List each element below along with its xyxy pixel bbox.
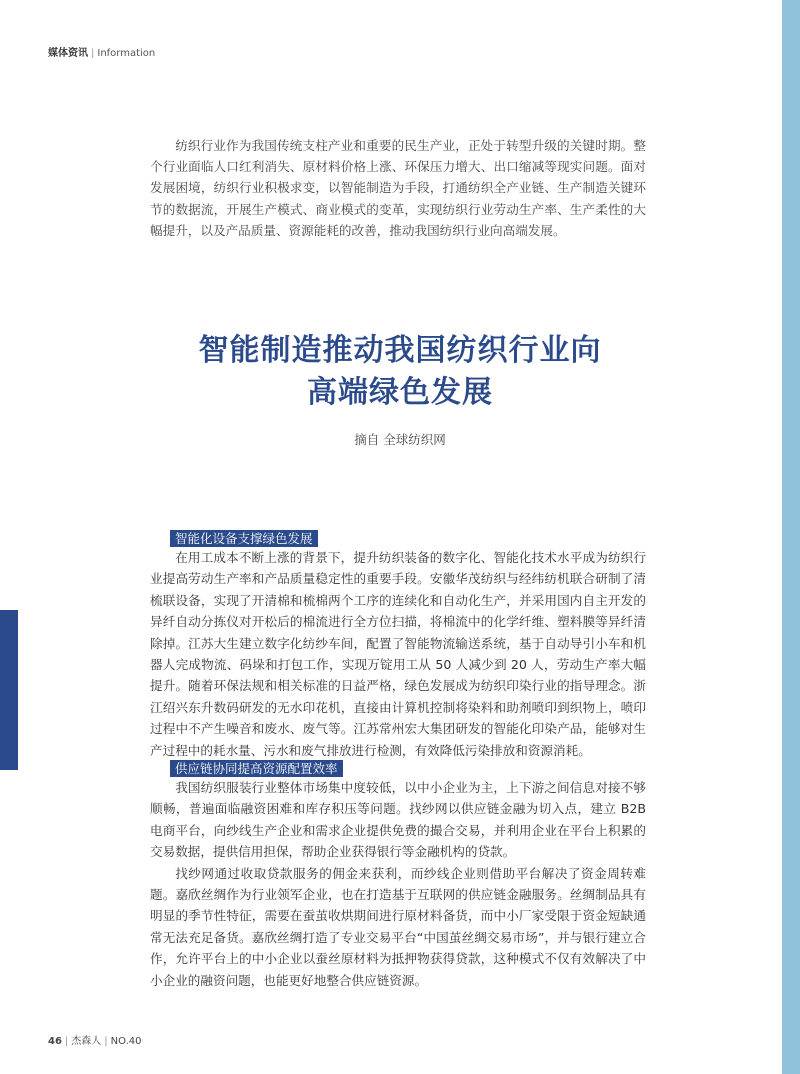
section-1-paragraph-1: 在用工成本不断上涨的背景下，提升纺织装备的数字化、智能化技术水平成为纺织行业提高劳动生产率和产品质量稳定性的重要手段。安徽华茂纺织与经纬纺机联合研制了清梳联设备，实现了开清棉和梳棉两个工序的连续化和自动化生产，并采用国内自主开发的异纤自动分拣仪对开松后的棉流进行全方位扫描，将棉流中的化学纤维、塑料膜等异纤清除掉。江苏大生建立数字化纺纱车间，配置了智能物流输送系统，基于自动导引小车和机器人完成物流、码垛和打包工作，实现万锭用工从 50 人减少到 20 人，劳动生产率大幅提升。随着环保法规和相关标准的日益严格，绿色发展成为纺织印染行业的指导理念。浙江绍兴东升数码研发的无水印花机，直接由计算机控制将染料和助剂喷印到织物上，喷印过程中不产生噪音和废水、废气等。江苏常州宏大集团研发的智能化印染产品，能够对生产过程中的耗水量、污水和废气排放进行检测，有效降低污染排放和资源消耗。: [150, 550, 646, 758]
article-title: [100, 330, 700, 414]
right-edge-bar: [782, 0, 800, 1074]
header-english: Information: [97, 48, 156, 59]
section-1-heading: 智能化设备支撑绿色发展: [170, 530, 318, 547]
title-line-1: 智能制造推动我国纺织行业向: [198, 333, 602, 368]
page-header: [48, 44, 155, 59]
title-line-2: 高端绿色发展: [307, 375, 493, 410]
section-2-paragraph-2: 找纱网通过收取贷款服务的佣金来获利，而纱线企业则借助平台解决了资金周转难题。嘉欣丝绸作为行业领军企业，也在打造基于互联网的供应链金融服务。丝绸制品具有明显的季节性特征，需要在蚕茧收烘期间进行原材料备货，而中小厂家受限于资金短缺通常无法充足备货。嘉欣丝绸打造了专业交易平台“中国茧丝绸交易市场”，并与银行建立合作，允许平台上的中小企业以蚕丝原材料为抵押物获得贷款，这种模式不仅有效解决了中小企业的融资问题，也能更好地整合供应链资源。: [150, 865, 646, 988]
header-section: 媒体资讯: [48, 48, 88, 59]
section-2-paragraph-1: 我国纺织服装行业整体市场集中度较低，以中小企业为主，上下游之间信息对接不够顺畅，普遍面临融资困难和库存积压等问题。找纱网以供应链金融为切入点，建立 B2B 电商平台，向纱线生产企业和需求企业提供免费的撮合交易，并利用企业在平台上积累的交易数据，提供信用担保，帮助企业获得银行等金融机构的贷款。: [150, 780, 646, 860]
section-1: [150, 528, 646, 761]
issue-number: NO.40: [110, 1036, 142, 1047]
page-number: 46: [48, 1036, 62, 1047]
intro-paragraph: 纺织行业作为我国传统支柱产业和重要的民生产业，正处于转型升级的关键时期。整个行业面临人口红利消失、原材料价格上涨、环保压力增大、出口缩减等现实问题。面对发展困境，纺织行业积极求变，以智能制造为手段，打通纺织全产业链、生产制造关键环节的数据流，开展生产模式、商业模式的变革，实现纺织行业劳动生产率、生产柔性的大幅提升，以及产品质量、资源能耗的改善，推动我国纺织行业向高端发展。: [150, 138, 646, 238]
header-divider: |: [91, 48, 95, 59]
section-2: [150, 758, 646, 991]
section-2-heading: 供应链协同提高资源配置效率: [170, 760, 343, 777]
magazine-name: 杰森人: [71, 1036, 102, 1047]
page-footer: [48, 1032, 142, 1047]
article-source: 摘自 全球纺织网: [354, 432, 446, 447]
footer-divider-1: |: [64, 1036, 69, 1047]
footer-divider-2: |: [104, 1036, 108, 1047]
left-section-tab: [0, 610, 18, 770]
